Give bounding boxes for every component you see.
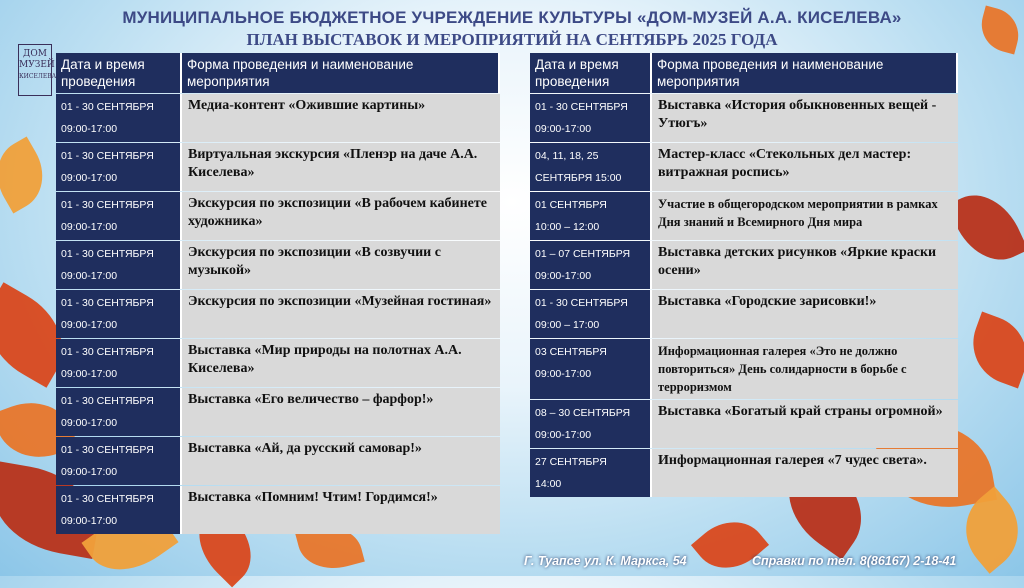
event-time: 09:00-17:00 bbox=[61, 368, 118, 380]
event-date: 27 СЕНТЯБРЯ bbox=[535, 456, 607, 468]
event-time: 09:00-17:00 bbox=[535, 270, 592, 282]
event-date: 01 - 30 СЕНТЯБРЯ bbox=[61, 346, 154, 358]
event-date: 01 - 30 СЕНТЯБРЯ bbox=[61, 101, 154, 113]
event-time: 09:00-17:00 bbox=[61, 172, 118, 184]
event-date: 08 – 30 СЕНТЯБРЯ bbox=[535, 407, 631, 419]
table-row bbox=[56, 241, 500, 289]
event-date: 01 – 07 СЕНТЯБРЯ bbox=[535, 248, 631, 260]
table-row bbox=[530, 241, 958, 289]
event-datetime-cell bbox=[56, 143, 182, 191]
table-row bbox=[56, 192, 500, 240]
logo-line: МУЗЕЙ bbox=[19, 60, 55, 70]
footer-phone: Справки по тел. 8(86167) 2-18-41 bbox=[752, 554, 957, 568]
title-line-1: МУНИЦИПАЛЬНОЕ БЮДЖЕТНОЕ УЧРЕЖДЕНИЕ КУЛЬТУРЫ «ДОМ-МУЗЕЙ А.А. КИСЕЛЕВА» bbox=[122, 8, 902, 27]
event-datetime-cell bbox=[56, 241, 182, 289]
event-datetime-cell bbox=[530, 143, 652, 191]
event-title: Выставка «Городские зарисовки!» bbox=[652, 290, 958, 338]
museum-logo bbox=[18, 44, 57, 96]
event-title: Выставка «Его величество – фарфор!» bbox=[182, 388, 500, 436]
event-title: Участие в общегородском мероприятии в рамках Дня знаний и Всемирного Дня мира bbox=[652, 192, 958, 240]
table-header-row bbox=[530, 53, 958, 93]
autumn-leaf-decoration bbox=[947, 182, 1024, 273]
event-title: Экскурсия по экспозиции «В созвучии с музыкой» bbox=[182, 241, 500, 289]
event-datetime-cell bbox=[530, 339, 652, 399]
event-title: Информационная галерея «7 чудес света». bbox=[652, 449, 958, 497]
event-date: 01 - 30 СЕНТЯБРЯ bbox=[61, 199, 154, 211]
column-header-date: Дата и время проведения bbox=[530, 53, 652, 93]
event-title: Выставка детских рисунков «Яркие краски осени» bbox=[652, 241, 958, 289]
footer-address: Г. Туапсе ул. К. Маркса, 54 bbox=[524, 554, 687, 568]
table-row bbox=[56, 143, 500, 191]
event-date: 01 - 30 СЕНТЯБРЯ bbox=[61, 248, 154, 260]
event-datetime-cell bbox=[56, 94, 182, 142]
event-title: Мастер-класс «Стекольных дел мастер: витражная роспись» bbox=[652, 143, 958, 191]
column-header-event: Форма проведения и наименование мероприятия bbox=[652, 53, 958, 93]
event-date: 01 - 30 СЕНТЯБРЯ bbox=[61, 395, 154, 407]
event-time: 09:00-17:00 bbox=[61, 466, 118, 478]
event-datetime-cell bbox=[56, 486, 182, 534]
event-datetime-cell bbox=[530, 449, 652, 497]
schedule-table-left bbox=[56, 52, 500, 535]
event-title: Информационная галерея «Это не должно повториться» День солидарности в борьбе с терроризмом bbox=[652, 339, 958, 399]
event-datetime-cell bbox=[530, 290, 652, 338]
event-time: 09:00-17:00 bbox=[61, 515, 118, 527]
event-time: 09:00-17:00 bbox=[61, 417, 118, 429]
table-row bbox=[530, 339, 958, 399]
event-title: Медиа-контент «Ожившие картины» bbox=[182, 94, 500, 142]
event-time: 10:00 – 12:00 bbox=[535, 221, 600, 233]
event-date: 01 - 30 СЕНТЯБРЯ bbox=[61, 444, 154, 456]
event-title: Экскурсия по экспозиции «Музейная гостиная» bbox=[182, 290, 500, 338]
title-line-2: ПЛАН ВЫСТАВОК И МЕРОПРИЯТИЙ НА СЕНТЯБРЬ 2025 ГОДА bbox=[246, 30, 778, 49]
event-time: 09:00-17:00 bbox=[535, 368, 592, 380]
event-date: 04, 11, 18, 25 bbox=[535, 150, 599, 162]
event-title: Выставка «Мир природы на полотнах А.А. Киселева» bbox=[182, 339, 500, 387]
table-row bbox=[530, 400, 958, 448]
autumn-leaf-decoration bbox=[962, 312, 1024, 389]
table-row bbox=[56, 437, 500, 485]
autumn-leaf-decoration bbox=[0, 137, 57, 214]
event-title: Виртуальная экскурсия «Пленэр на даче А.А. Киселева» bbox=[182, 143, 500, 191]
table-row bbox=[56, 94, 500, 142]
logo-line: ДОМ bbox=[23, 49, 47, 59]
table-row bbox=[56, 339, 500, 387]
event-datetime-cell bbox=[56, 437, 182, 485]
event-time: 09:00-17:00 bbox=[61, 270, 118, 282]
table-row bbox=[56, 290, 500, 338]
table-row bbox=[530, 143, 958, 191]
table-row bbox=[530, 449, 958, 497]
schedule-body-right bbox=[530, 94, 958, 497]
event-datetime-cell bbox=[56, 339, 182, 387]
event-title: Выставка «Ай, да русский самовар!» bbox=[182, 437, 500, 485]
autumn-leaf-decoration bbox=[691, 507, 769, 584]
event-time: 09:00-17:00 bbox=[61, 221, 118, 233]
event-title: Экскурсия по экспозиции «В рабочем кабинете художника» bbox=[182, 192, 500, 240]
event-datetime-cell bbox=[530, 241, 652, 289]
column-header-date: Дата и время проведения bbox=[56, 53, 182, 93]
event-date: 01 - 30 СЕНТЯБРЯ bbox=[535, 297, 628, 309]
page-title bbox=[0, 8, 1024, 50]
schedule-table-right bbox=[530, 52, 958, 498]
event-datetime-cell bbox=[530, 192, 652, 240]
event-time: 09:00-17:00 bbox=[535, 429, 592, 441]
event-time: 14:00 bbox=[535, 478, 562, 490]
event-time: 09:00 – 17:00 bbox=[535, 319, 600, 331]
event-title: Выставка «Помним! Чтим! Гордимся!» bbox=[182, 486, 500, 534]
event-time: 09:00-17:00 bbox=[61, 123, 118, 135]
event-date: 03 СЕНТЯБРЯ bbox=[535, 346, 607, 358]
event-title: Выставка «История обыкновенных вещей - Утюгъ» bbox=[652, 94, 958, 142]
column-header-event: Форма проведения и наименование мероприятия bbox=[182, 53, 500, 93]
event-time: 09:00-17:00 bbox=[61, 319, 118, 331]
event-datetime-cell bbox=[56, 192, 182, 240]
event-time: СЕНТЯБРЯ 15:00 bbox=[535, 172, 622, 184]
event-date: 01 - 30 СЕНТЯБРЯ bbox=[535, 101, 628, 113]
table-row bbox=[530, 94, 958, 142]
event-datetime-cell bbox=[530, 94, 652, 142]
table-header-row bbox=[56, 53, 500, 93]
table-row bbox=[56, 388, 500, 436]
event-date: 01 - 30 СЕНТЯБРЯ bbox=[61, 297, 154, 309]
table-row bbox=[530, 192, 958, 240]
event-time: 09:00-17:00 bbox=[535, 123, 592, 135]
event-datetime-cell bbox=[530, 400, 652, 448]
event-date: 01 СЕНТЯБРЯ bbox=[535, 199, 607, 211]
event-datetime-cell bbox=[56, 388, 182, 436]
event-date: 01 - 30 СЕНТЯБРЯ bbox=[61, 493, 154, 505]
table-row bbox=[56, 486, 500, 534]
event-date: 01 - 30 СЕНТЯБРЯ bbox=[61, 150, 154, 162]
event-datetime-cell bbox=[56, 290, 182, 338]
schedule-body-left bbox=[56, 94, 500, 534]
logo-line: КИСЕЛЕВА bbox=[19, 73, 57, 80]
event-title: Выставка «Богатый край страны огромной» bbox=[652, 400, 958, 448]
table-row bbox=[530, 290, 958, 338]
